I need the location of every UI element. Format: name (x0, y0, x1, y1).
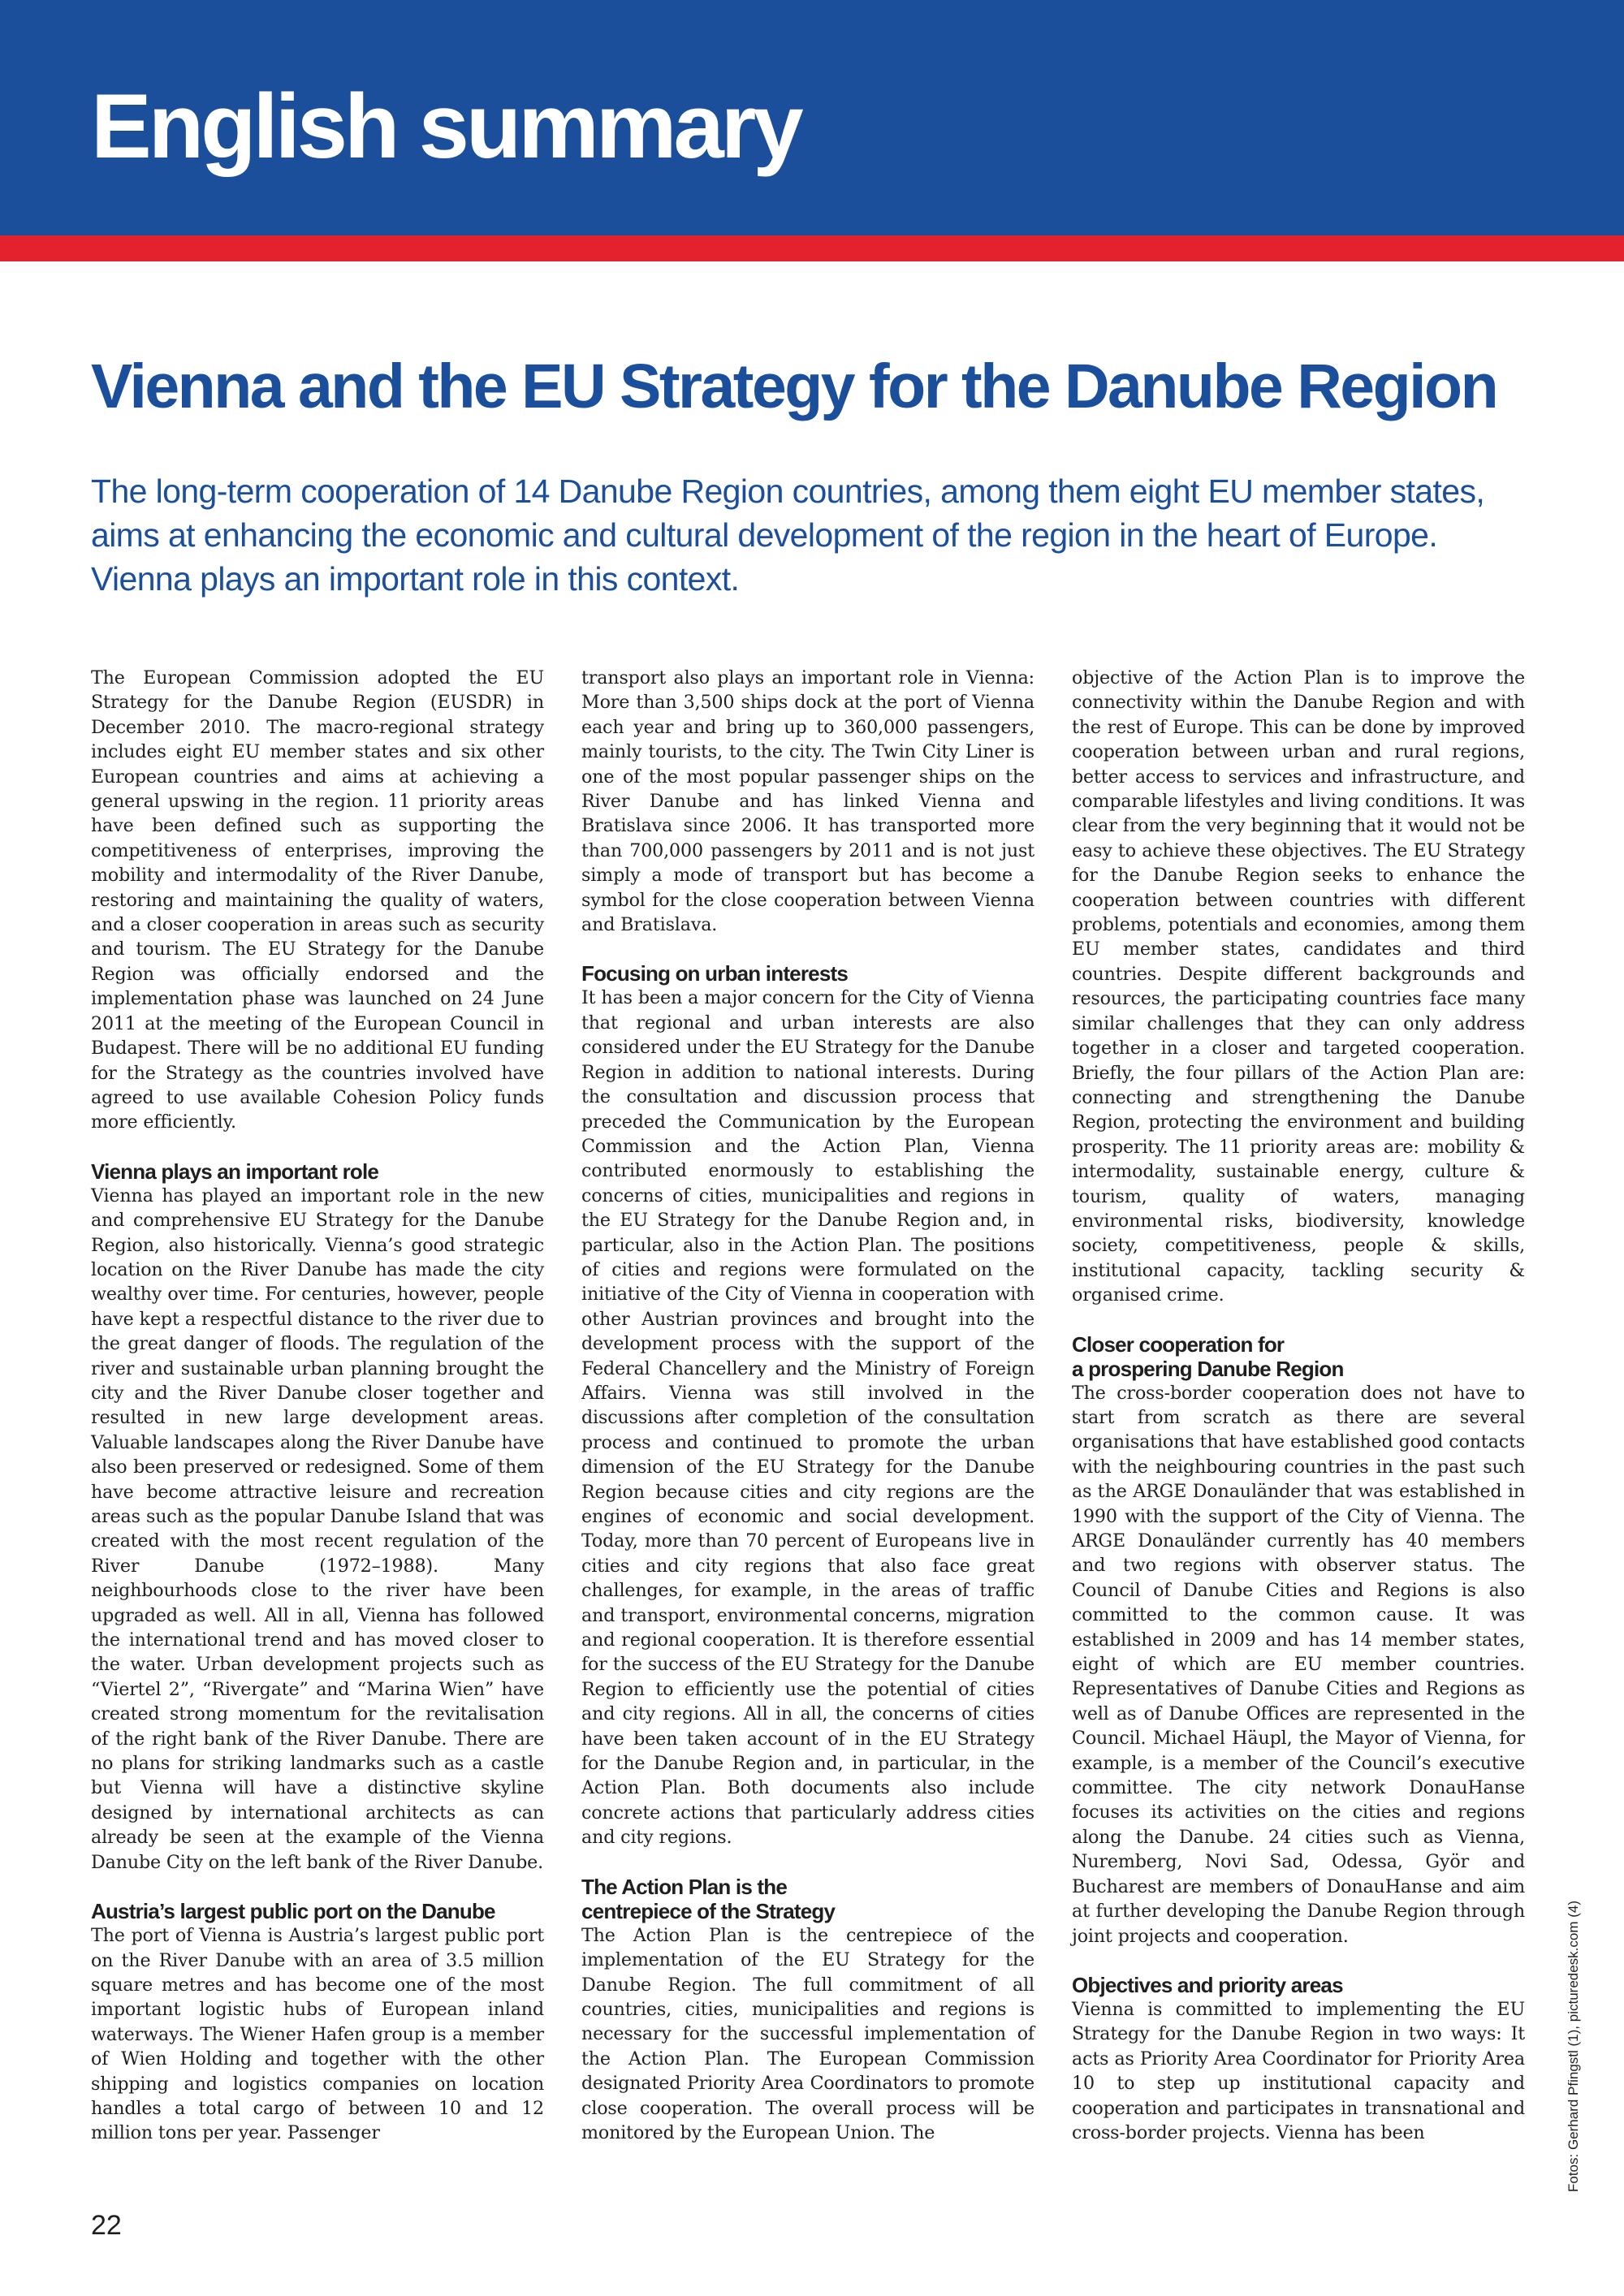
subheading-important-role: Vienna plays an important role (91, 1159, 379, 1184)
subheading-urban-interests: Focusing on urban interests (581, 961, 848, 986)
paragraph-public-port: The port of Vienna is Austria’s largest public port on the River Danube with an area of 3.5 million square metres and has become one of the most important logistic hubs of European inland waterways. The Wiener Hafen group is a member of Wien Holding and together with the other shipping and logistics companies on location handles a total cargo of between 10 and 12 million tons per year. Passenger (91, 1925, 544, 2144)
subheading-action-plan-line-2: centrepiece of the Strategy (581, 1898, 836, 1923)
text-column-1 (91, 666, 544, 2146)
subheading-closer-cooperation-line-2: a prospering Danube Region (1072, 1356, 1344, 1381)
text-column-2 (581, 666, 1034, 2145)
article-title: Vienna and the EU Strategy for the Danube Region (91, 352, 1497, 421)
paragraph-closer-cooperation: The cross-border cooperation does not have to start from scratch as there are several organisations that have established good contacts with the neighbouring countries in the past such as the ARGE Donauländer that was established in 1990 with the support of the City of Vienna. The ARGE Donauländer currently has 40 members and two regions with observer status. The Council of Danube Cities and Regions is also committed to the common cause. It was established in 2009 and has 14 member states, eight of which are EU member countries. Representatives of Danube Cities and Regions as well as of Danube Offices are represented in the Council. Michael Häupl, the Mayor of Vienna, for example, is a member of the Council’s executive committee. The city network DonauHanse focuses its activities on the cities and regions along the Danube. 24 cities such as Vienna, Nuremberg, Novi Sad, Odessa, Györ and Bucharest are members of DonauHanse and aim at further developing the Danube Region through joint projects and cooperation. (1072, 1382, 1525, 1947)
subheading-closer-cooperation-line-1: Closer cooperation for (1072, 1331, 1285, 1357)
subheading-closer-cooperation (1072, 1332, 1525, 1381)
paragraph-important-role: Vienna has played an important role in the new and comprehensive EU Strategy for the Danube Region, also historically. Vienna’s good strategic location on the River Danube has made the city wealthy over time. For centuries, however, people have kept a respectful distance to the river due to the great danger of floods. The regulation of the river and sustainable urban planning brought the city and the River Danube closer together and resulted in new large development areas. Valuable landscapes along the River Danube have also been preserved or redesigned. Some of them have become attractive leisure and recreation areas such as the popular Danube Island that was created with the most recent regulation of the River Danube (1972–1988). Many neighbourhoods close to the river have been upgraded as well. All in all, Vienna has followed the international trend and has moved closer to the water. Urban development projects such as “Viertel 2”, “Rivergate” and “Marina Wien” have created strong momentum for the revitalisation of the right bank of the River Danube. There are no plans for striking landmarks such as a castle but Vienna will have a distinctive skyline designed by international architects as can already be seen at the example of the Vienna Danube City on the left bank of the River Danube. (91, 1185, 544, 1873)
photo-credit: Fotos: Gerhard Pfingstl (1), picturedesk.com (4) (1566, 1900, 1581, 2192)
section-title: English summary (91, 76, 801, 177)
paragraph-urban-interests: It has been a major concern for the City of Vienna that regional and urban interests are also considered under the EU Strategy for the Danube Region in addition to national interests. During the consultation and discussion process that preceded the Communication by the European Commission and the Action Plan, Vienna contributed enormously to establishing the concerns of cities, municipalities and regions in the EU Strategy for the Danube Region and, in particular, also in the Action Plan. The positions of cities and regions were formulated on the initiative of the City of Vienna in cooperation with other Austrian provinces and brought into the development process with the support of the Federal Chancellery and the Ministry of Foreign Affairs. Vienna was still involved in the discussions after completion of the consultation process and continued to promote the urban dimension of the EU Strategy for the Danube Region because cities and city regions are the engines of economic and social development. Today, more than 70 percent of Europeans live in cities and city regions that also face great challenges, for example, in the areas of traffic and transport, environmental concerns, migration and regional cooperation. It is therefore essential for the success of the EU Strategy for the Danube Region to efficiently use the potential of cities and city regions. All in all, the concerns of cities have been taken account of in the EU Strategy for the Danube Region and, in particular, in the Action Plan. Both documents also include concrete actions that particularly address cities and city regions. (581, 987, 1034, 1849)
paragraph-action-plan: The Action Plan is the centrepiece of the implementation of the EU Strategy for the Danube Region. The full commitment of all countries, cities, municipalities and regions is necessary for the successful implementation of the Action Plan. The European Commission designated Priority Area Coordinators to promote close cooperation. The overall process will be monitored by the European Union. The (581, 1924, 1034, 2143)
subheading-action-plan-line-1: The Action Plan is the (581, 1874, 788, 1899)
intro-paragraph: The European Commission adopted the EU Strategy for the Danube Region (EUSDR) in December 2010. The macro-regional strategy includes eight EU member states and six other European countries and aims at achieving a general upswing in the region. 11 priority areas have been defined such as supporting the competitiveness of enterprises, improving the mobility and intermodality of the River Danube, restoring and maintaining the quality of waters, and a closer cooperation in areas such as security and tourism. The EU Strategy for the Danube Region was officially endorsed and the implementation phase was launched on 24 June 2011 at the meeting of the European Council in Budapest. There will be no additional EU funding for the Strategy as the countries involved have agreed to use available Cohesion Policy funds more efficiently. (91, 667, 544, 1133)
paragraph-objectives-priority-areas: Vienna is committed to implementing the EU Strategy for the Danube Region in two ways: It acts as Priority Area Coordinator for Priority Area 10 to step up institutional capacity and cooperation and participates in transnational and cross-border projects. Vienna has been (1072, 1998, 1525, 2143)
page-number: 22 (91, 2210, 122, 2241)
text-column-3 (1072, 666, 1525, 2145)
header-red-stripe (0, 235, 1624, 261)
paragraph-action-plan-objective: objective of the Action Plan is to improve the connectivity within the Danube Region and with the rest of Europe. This can be done by improved cooperation between urban and rural regions, better access to services and infrastructure, and comparable lifestyles and living conditions. It was clear from the very beginning that it would not be easy to achieve these objectives. The EU Strategy for the Danube Region seeks to enhance the cooperation between countries with different problems, potentials and economies, among them EU member states, candidates and third countries. Despite different backgrounds and resources, the participating countries face many similar challenges that they can only address together in a closer and targeted cooperation. Briefly, the four pillars of the Action Plan are: connecting and strengthening the Danube Region, protecting the environment and building prosperity. The 11 priority areas are: mobility & intermodality, sustainable energy, culture & tourism, quality of waters, managing environmental risks, biodiversity, knowledge society, competitiveness, people & skills, institutional capacity, tackling security & organised crime. (1072, 667, 1525, 1306)
paragraph-passenger-transport: transport also plays an important role in Vienna: More than 3,500 ships dock at the port of Vienna each year and bring up to 360,000 passengers, mainly tourists, to the city. The Twin City Liner is one of the most popular passenger ships on the River Danube and has linked Vienna and Bratislava since 2006. It has transported more than 700,000 passengers by 2011 and is not just simply a mode of transport but has become a symbol for the close cooperation between Vienna and Bratislava. (581, 667, 1034, 936)
article-lead: The long-term cooperation of 14 Danube Region countries, among them eight EU member states, aims at enhancing the economic and cultural development of the region in the heart of Europe. Vienna plays an important role in this context. (91, 473, 1485, 598)
subheading-action-plan (581, 1875, 1034, 1923)
subheading-objectives-priority-areas: Objectives and priority areas (1072, 1972, 1343, 1997)
subheading-public-port: Austria’s largest public port on the Danube (91, 1899, 495, 1924)
